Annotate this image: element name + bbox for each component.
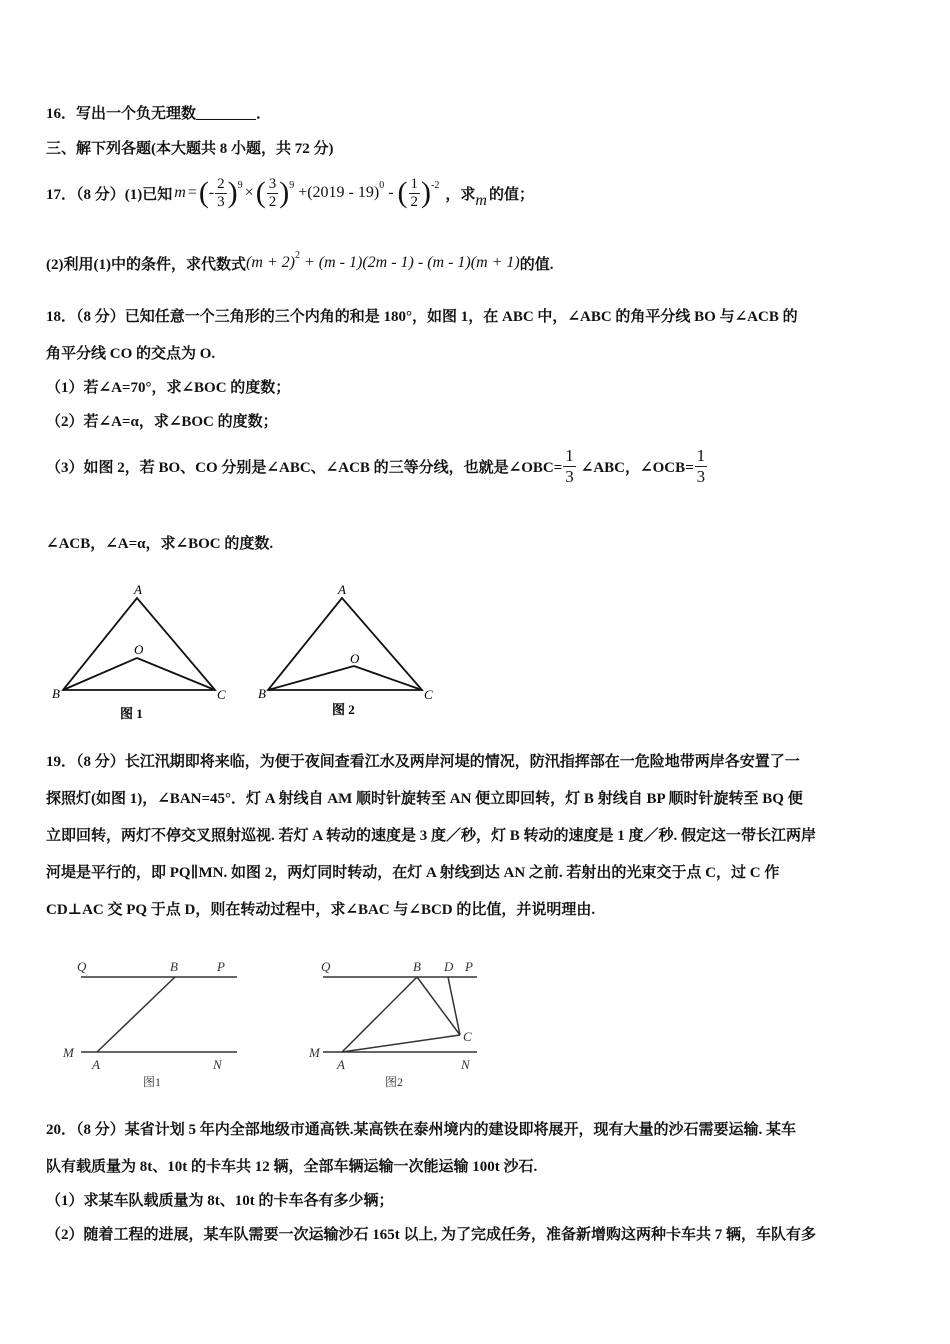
q19-line2: 探照灯(如图 1)，∠BAN=45°．灯 A 射线自 AM 顺时针旋转至 AN 便立即回转，灯 B 射线自 BP 顺时针旋转至 BQ 便 (46, 791, 803, 807)
q19-fig2-label-a: A (337, 1057, 345, 1072)
fig1-label-b: B (52, 686, 60, 701)
q18-sub3-b: ∠ABC，∠OCB= (580, 459, 694, 476)
q19-fig2-label-b: B (413, 959, 421, 974)
q20-line2: 队有载质量为 8t、10t 的卡车共 12 辆，全部车辆运输一次能运输 100t 沙石. (46, 1159, 538, 1175)
q19-fig1-label-q: Q (77, 959, 87, 974)
q19-fig2-label-c: C (463, 1029, 472, 1044)
left-paren-icon: ( (198, 176, 209, 209)
q19-line5: CD⊥AC 交 PQ 于点 D，则在转动过程中，求∠BAC 与∠BCD 的比值，并说明理由. (46, 902, 596, 918)
q18-sub3 (46, 444, 708, 488)
q17-part2 (46, 250, 554, 276)
q19-fig2-label-p: P (465, 959, 473, 974)
q18-line2: 角平分线 CO 的交点为 O. (46, 346, 216, 362)
q19-fig2-label-d: D (444, 959, 454, 974)
q19-fig1-label-p: P (217, 959, 225, 974)
q17-part2-exp: 2 (295, 249, 300, 261)
left-paren-icon: ( (255, 176, 266, 209)
q17-m2: m (475, 192, 487, 209)
q18-sub3-c: ∠ACB，∠A=α，求∠BOC 的度数. (46, 536, 274, 552)
q17-plus-term: +(2019 - 19) (298, 184, 380, 201)
q17-exp4: -2 (431, 179, 440, 191)
q19-fig2-label-n: N (461, 1057, 470, 1072)
q19-fig1-label-m: M (63, 1045, 74, 1060)
fig1-label-a: A (134, 582, 142, 597)
right-paren-icon: ) (421, 176, 432, 209)
q18-sub1: （1）若∠A=70°，求∠BOC 的度数； (46, 380, 291, 396)
q18-figure-1 (52, 582, 226, 721)
q17-minus2: - (384, 184, 398, 201)
q19-fig1-label-a: A (92, 1057, 100, 1072)
q18-figures (50, 578, 470, 728)
q19-fig2-label-q: Q (321, 959, 331, 974)
q18-sub3-frac2: $\frac{1}{3}$ (696, 445, 706, 486)
q17-prefix: 17．（8 分）(1)已知 (46, 186, 173, 203)
section-3-heading: 三、解下列各题(本大题共 8 小题，共 72 分) (46, 141, 334, 157)
q16-text: 16．写出一个负无理数________． (46, 106, 272, 122)
fig2-label-b: B (258, 686, 266, 701)
q17-times: × (244, 184, 254, 201)
q20-line1: 20．（8 分）某省计划 5 年内全部地级市通高铁.某高铁在泰州境内的建设即将展开，现有大量的沙石需要运输. 某车 (46, 1122, 797, 1138)
q18-line1: 18．（8 分）已知任意一个三角形的三个内角的和是 180°，如图 1，在 ABC 中，∠ABC 的角平分线 BO 与∠ACB 的 (46, 309, 798, 325)
q17-minus: - (208, 184, 215, 201)
q17-m: m (174, 184, 186, 201)
q18-sub3-frac1: $\frac{1}{3}$ (565, 445, 574, 486)
fig2-label-c: C (424, 687, 433, 702)
q17-part2-expr-a: (m + 2) (245, 254, 295, 271)
q17-suffix-b: 的值； (488, 186, 534, 203)
q19-fig2-caption: 图2 (385, 1075, 404, 1089)
q19-fig1-label-n: N (213, 1057, 222, 1072)
q17-exp3: 0 (379, 179, 385, 191)
q19-figure-1 (62, 959, 237, 1089)
fig2-label-o: O (350, 651, 360, 666)
q19-line4: 河堤是平行的，即 PQ∥MN. 如图 2，两灯同时转动，在灯 A 射线到达 AN 之前. 若射出的光束交于点 C，过 C 作 (46, 865, 780, 881)
fig1-label-o: O (134, 642, 144, 657)
q17-suffix-a: ，求 (445, 186, 476, 203)
q19-figure-2 (308, 959, 477, 1089)
left-paren-icon: ( (397, 176, 408, 209)
q19-line1: 19．（8 分）长江汛期即将来临，为便于夜间查看江水及两岸河堤的情况，防汛指挥部在一危险地带两岸各安置了一 (46, 754, 800, 770)
q17-part2-suffix: 的值. (519, 256, 554, 273)
q20-sub2: （2）随着工程的进展，某车队需要一次运输沙石 165t 以上, 为了完成任务，准备新增购这两种卡车共 7 辆，车队有多 (46, 1227, 817, 1243)
q19-fig2-label-m: M (309, 1045, 320, 1060)
q19-figures (55, 955, 495, 1095)
q17-frac2: $\frac{3}{2}$ (268, 175, 277, 210)
q19-fig1-caption: 图1 (143, 1075, 162, 1089)
q17-eq: = (187, 184, 197, 201)
fig1-label-c: C (217, 687, 226, 702)
q19-line3: 立即回转，两灯不停交叉照射巡视. 若灯 A 转动的速度是 3 度／秒，灯 B 转动的速度是 1 度／秒. 假定这一带长江两岸 (46, 828, 817, 844)
q20-sub1: （1）求某车队载质量为 8t、10t 的卡车各有多少辆； (46, 1193, 394, 1209)
fig2-label-a: A (338, 582, 346, 597)
q18-sub3-a: （3）如图 2，若 BO、CO 分别是∠ABC、∠ACB 的三等分线，也就是∠OBC= (46, 459, 563, 476)
q17-frac1: $\frac{2}{3}$ (217, 175, 225, 210)
right-paren-icon: ) (227, 176, 238, 209)
q17-part2-prefix: (2)利用(1)中的条件，求代数式 (46, 256, 246, 273)
q17-exp2: 9 (289, 179, 295, 191)
q18-fig1-caption: 图 1 (120, 706, 143, 721)
q17-exp1: 9 (237, 179, 243, 191)
q17-part2-expr-b: + (m - 1)(2m - 1) - (m - 1)(m + 1) (300, 254, 520, 271)
q18-sub2: （2）若∠A=α，求∠BOC 的度数； (46, 414, 278, 430)
q18-fig2-caption: 图 2 (332, 702, 355, 717)
right-paren-icon: ) (279, 176, 290, 209)
q17-frac3: $\frac{1}{2}$ (410, 175, 419, 210)
q17-part1 (46, 168, 534, 218)
q19-fig1-label-b: B (170, 959, 178, 974)
q18-figure-2 (258, 582, 433, 717)
